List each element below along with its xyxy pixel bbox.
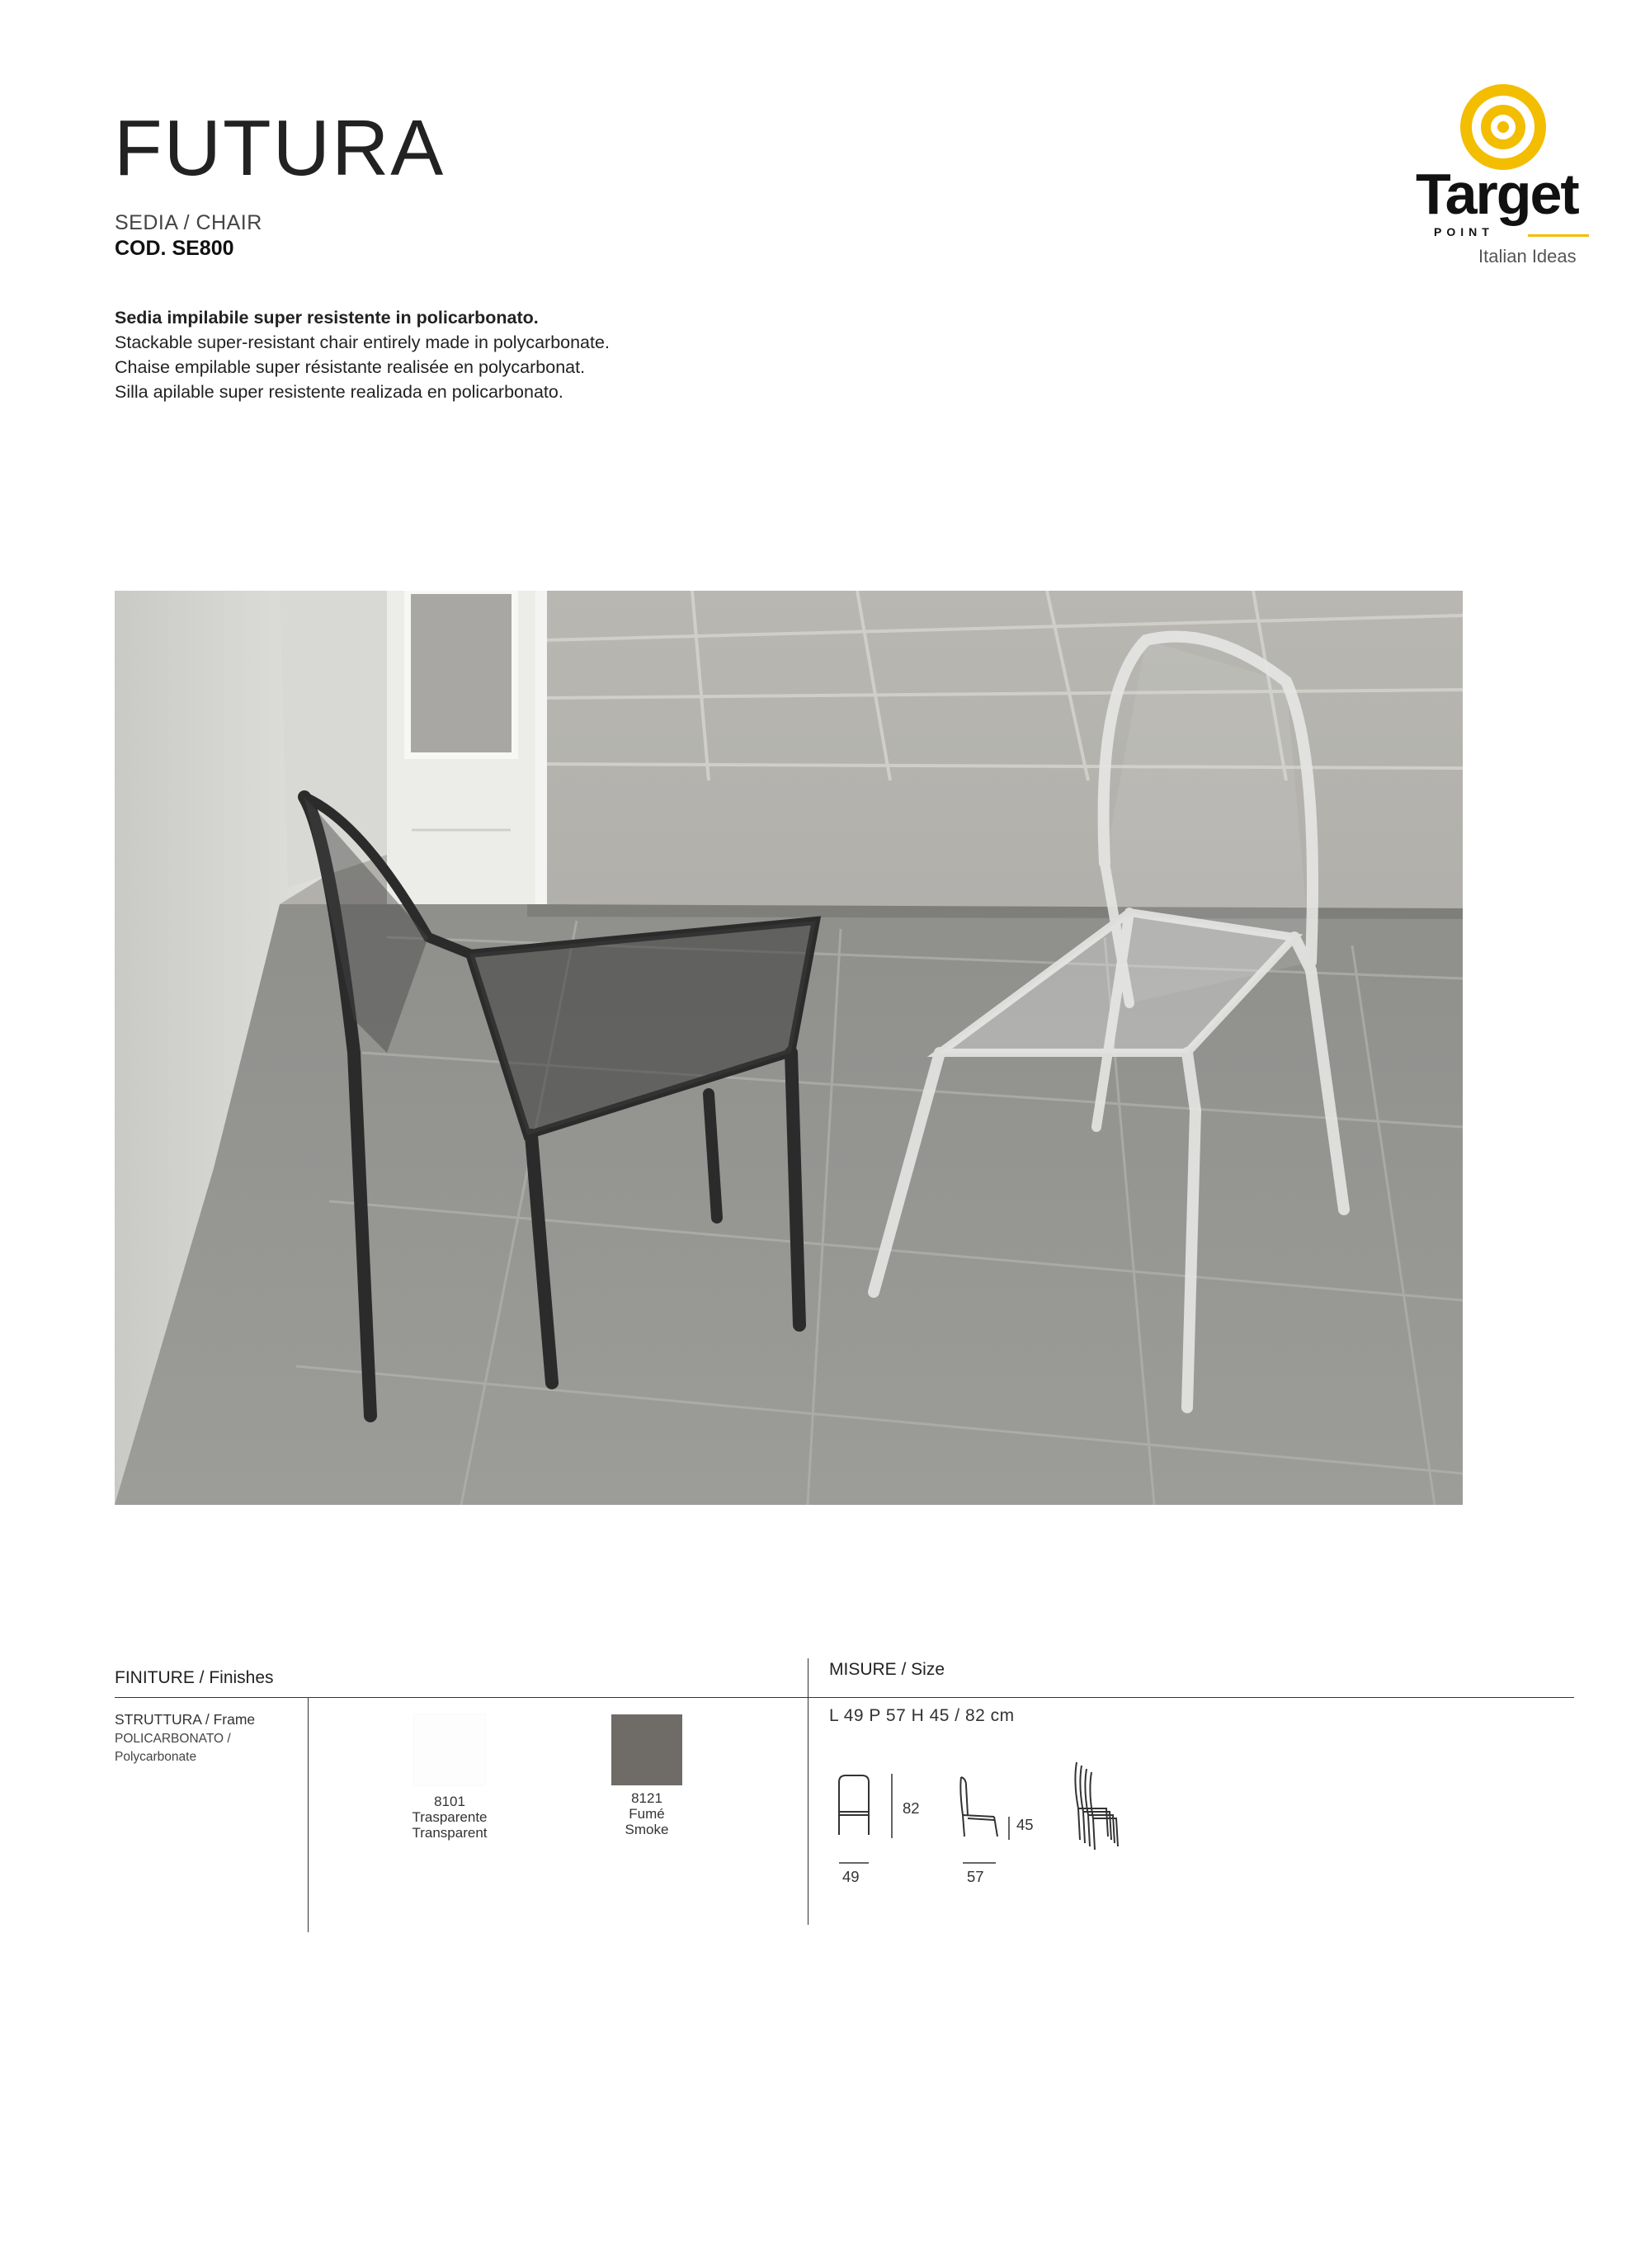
depth-dimension-label: 57: [967, 1868, 984, 1885]
description-spanish: Silla apilable super resistente realizada en policarbonato.: [115, 382, 563, 402]
swatch-smoke-caption: [573, 1790, 721, 1837]
size-dimensions-text: L 49 P 57 H 45 / 82 cm: [829, 1706, 1015, 1725]
description-italian: Sedia impilabile super resistente in policarbonato.: [115, 308, 539, 328]
logo-wordmark: Target: [1416, 162, 1578, 226]
table-divider-vertical-left: [308, 1697, 309, 1932]
swatch-transparent-caption: [375, 1794, 524, 1841]
swatch-transparent: [414, 1714, 485, 1785]
side-view-chair-icon: [960, 1777, 997, 1837]
description-english: Stackable super-resistant chair entirely made in polycarbonate.: [115, 332, 610, 352]
size-heading: MISURE / Size: [829, 1660, 945, 1679]
description-french: Chaise empilable super résistante realisée en polycarbonat.: [115, 357, 586, 377]
swatch-name-it: Fumé: [629, 1806, 665, 1822]
product-title: FUTURA: [114, 104, 446, 192]
frame-label: STRUTTURA / Frame: [115, 1711, 256, 1728]
logo-tagline: Italian Ideas: [1478, 246, 1577, 266]
stacked-chairs-icon: [1075, 1762, 1118, 1850]
dimension-diagram: [829, 1757, 1159, 1898]
finishes-heading: FINITURE / Finishes: [115, 1668, 274, 1687]
swatch-name-it: Trasparente: [412, 1809, 488, 1826]
product-subtitle: SEDIA / CHAIR: [115, 211, 262, 234]
product-photo: [115, 591, 1463, 1505]
logo-underline: [1528, 234, 1589, 237]
swatch-code: 8121: [631, 1790, 662, 1806]
height-dimension-label: 82: [903, 1799, 920, 1817]
frame-material-line-1: POLICARBONATO /: [115, 1732, 231, 1746]
product-code: COD. SE800: [115, 237, 234, 260]
swatch-name-en: Smoke: [625, 1822, 669, 1838]
table-divider-horizontal: [115, 1697, 1574, 1698]
seat-dimension-label: 45: [1016, 1816, 1034, 1833]
width-dimension-label: 49: [842, 1868, 860, 1885]
front-view-chair-icon: [839, 1775, 869, 1835]
frame-material-line-2: Polycarbonate: [115, 1750, 197, 1765]
frame-material: [115, 1730, 231, 1767]
swatch-name-en: Transparent: [412, 1825, 488, 1841]
swatch-smoke: [611, 1714, 682, 1785]
logo-subword: POINT: [1434, 225, 1494, 238]
swatch-code: 8101: [434, 1794, 465, 1809]
